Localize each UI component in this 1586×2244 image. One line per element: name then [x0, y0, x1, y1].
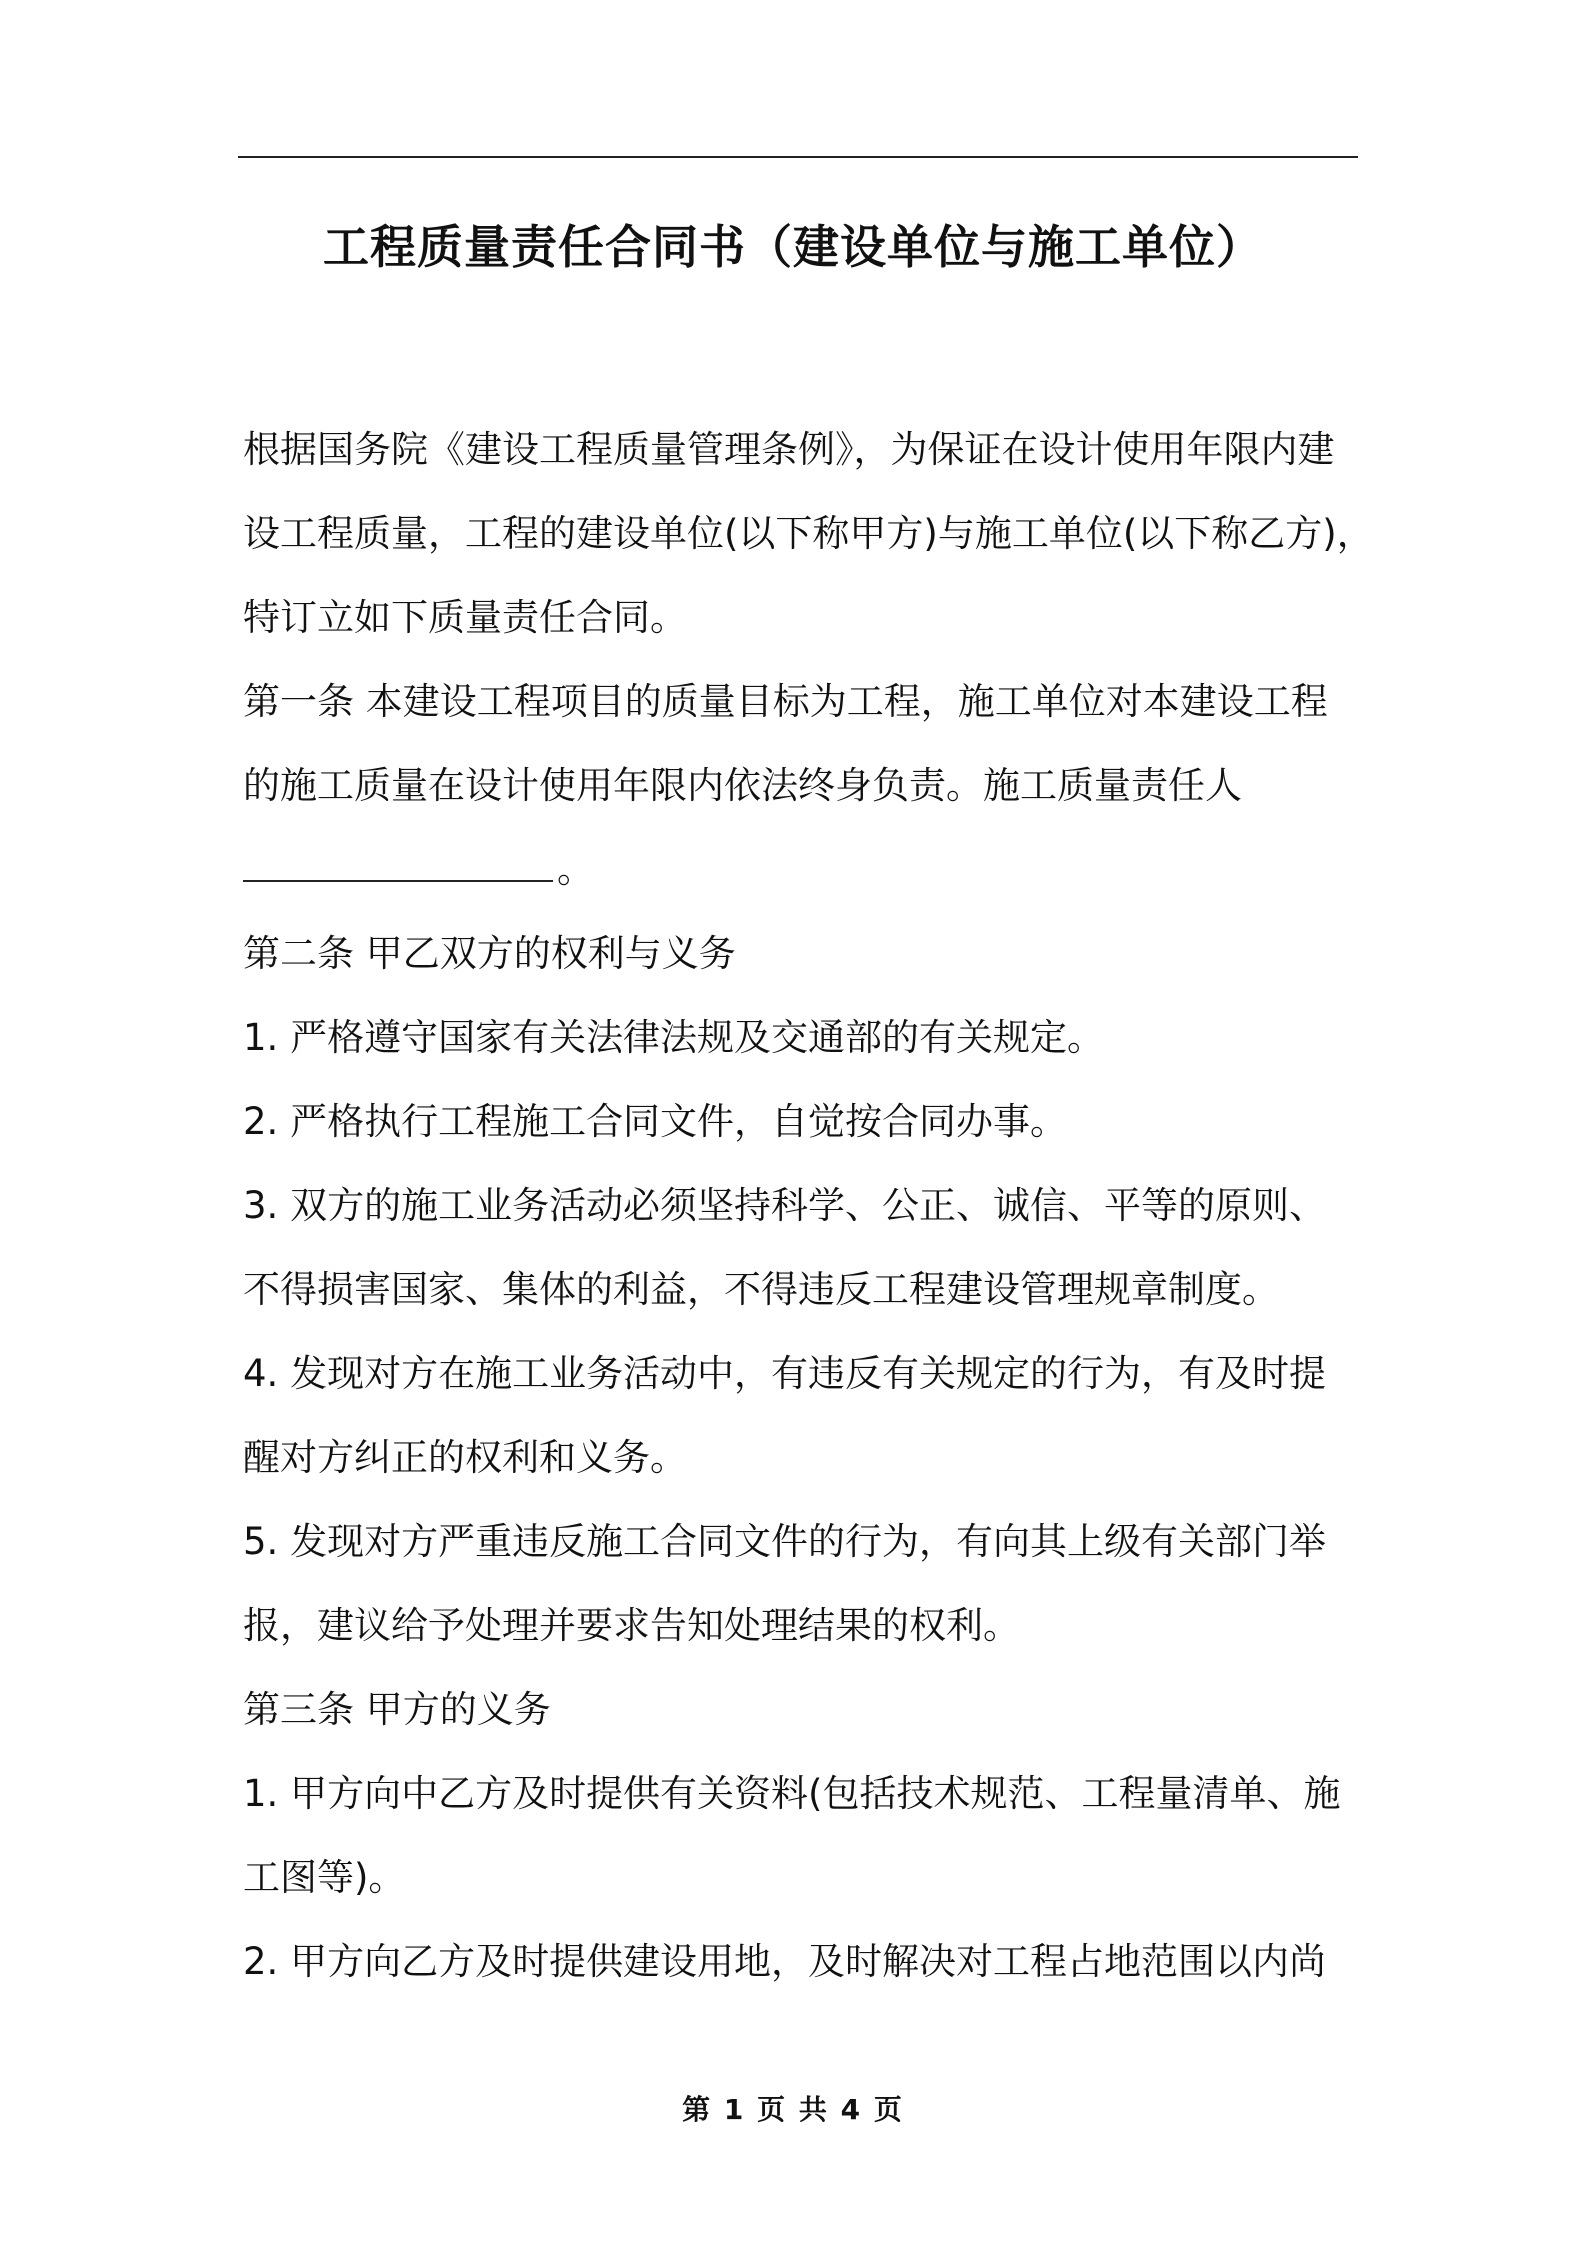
document-title: 工程质量责任合同书（建设单位与施工单位） [323, 220, 1263, 274]
page-indicator: 第 1 页 共 4 页 [682, 2093, 904, 2126]
text-line: 1. 严格遵守国家有关法律法规及交通部的有关规定。 [243, 1016, 1105, 1059]
text-line: 3. 双方的施工业务活动必须坚持科学、公正、诚信、平等的原则、 [243, 1184, 1327, 1227]
text-line: 报，建议给予处理并要求告知处理结果的权利。 [243, 1604, 1020, 1647]
text-line: 设工程质量，工程的建设单位(以下称甲方)与施工单位(以下称乙方)， [243, 512, 1374, 555]
document-body [243, 408, 1374, 2004]
signature-blank-line [243, 828, 1358, 912]
header-rule [238, 156, 1358, 158]
section-heading: 第二条 甲乙双方的权利与义务 [243, 932, 736, 975]
text-line: 第一条 本建设工程项目的质量目标为工程，施工单位对本建设工程 [243, 680, 1328, 723]
text-line: 2. 甲方向乙方及时提供建设用地，及时解决对工程占地范围以内尚 [243, 1940, 1327, 1983]
text-line: 不得损害国家、集体的利益，不得违反工程建设管理规章制度。 [243, 1268, 1279, 1311]
text-line: 5. 发现对方严重违反施工合同文件的行为，有向其上级有关部门举 [243, 1520, 1327, 1563]
fill-in-blank [243, 830, 553, 882]
text-line: 特订立如下质量责任合同。 [243, 596, 687, 639]
text-line: 醒对方纠正的权利和义务。 [243, 1436, 687, 1479]
text-line: 根据国务院《建设工程质量管理条例》，为保证在设计使用年限内建 [243, 428, 1335, 471]
text-line: 1. 甲方向中乙方及时提供有关资料(包括技术规范、工程量清单、施 [243, 1772, 1341, 1815]
blank-suffix: 。 [557, 848, 594, 891]
text-line: 的施工质量在设计使用年限内依法终身负责。施工质量责任人 [243, 764, 1242, 807]
text-line: 4. 发现对方在施工业务活动中，有违反有关规定的行为，有及时提 [243, 1352, 1327, 1395]
section-heading: 第三条 甲方的义务 [243, 1688, 551, 1731]
text-line: 工图等)。 [243, 1856, 406, 1899]
text-line: 2. 严格执行工程施工合同文件，自觉按合同办事。 [243, 1100, 1068, 1143]
